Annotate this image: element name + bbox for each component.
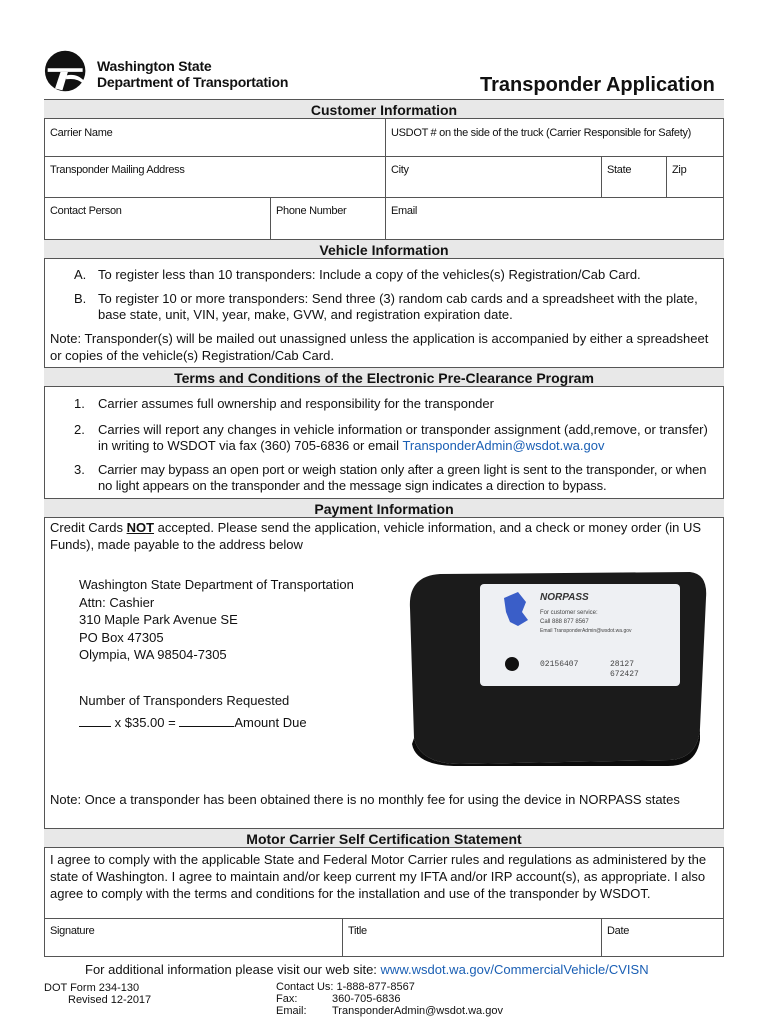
usdot-field[interactable]: USDOT # on the side of the truck (Carrier Responsible for Safety) bbox=[391, 127, 692, 139]
list-marker: B. bbox=[74, 291, 87, 306]
footer-email[interactable]: TransponderAdmin@wsdot.wa.gov bbox=[332, 1005, 503, 1017]
more-info-text: For additional information please visit our web site: bbox=[85, 962, 381, 977]
carrier-name-field[interactable]: Carrier Name bbox=[50, 127, 113, 139]
divider bbox=[666, 156, 667, 197]
num-transponders-label: Number of Transponders Requested bbox=[79, 693, 290, 708]
divider bbox=[385, 119, 386, 239]
device-serial3: 672427 bbox=[610, 670, 639, 679]
device-brand: NORPASS bbox=[540, 592, 589, 603]
page-title: Transponder Application bbox=[480, 74, 715, 96]
website-link[interactable]: www.wsdot.wa.gov/CommercialVehicle/CVISN bbox=[380, 962, 649, 977]
mailing-address-field[interactable]: Transponder Mailing Address bbox=[50, 164, 185, 176]
list-item bbox=[98, 422, 710, 454]
divider bbox=[44, 197, 724, 198]
divider bbox=[44, 918, 724, 919]
payment-intro-not: NOT bbox=[126, 520, 155, 535]
address-line: Attn: Cashier bbox=[79, 594, 155, 610]
mailing-address-block bbox=[79, 576, 354, 664]
contact-phone: Contact Us: 1-888-877-8567 bbox=[276, 981, 415, 993]
divider bbox=[270, 197, 271, 239]
org-name bbox=[97, 58, 288, 90]
price-label: x $35.00 = bbox=[114, 715, 176, 730]
divider bbox=[601, 918, 602, 957]
device-serial2: 28127 bbox=[610, 660, 635, 669]
payment-intro-pre: Credit Cards bbox=[50, 520, 127, 535]
vehicle-note: Note: Transponder(s) will be mailed out unassigned unless the application is accompanied by either a spreadsheet or copies of the vehicle(s) Registration/Cab Card. bbox=[50, 331, 709, 363]
section-payment-heading: Payment Information bbox=[44, 498, 724, 518]
norpass-transponder-image bbox=[400, 568, 710, 766]
section-terms-heading: Terms and Conditions of the Electronic Pre-Clearance Program bbox=[44, 367, 724, 387]
list-marker: 3. bbox=[74, 462, 85, 477]
list-item: To register 10 or more transponders: Send three (3) random cab cards and a spreadsheet with the plate, base state, unit, VIN, year, make, GVW, and registration expiration date. bbox=[98, 291, 698, 322]
section-customer-heading: Customer Information bbox=[44, 99, 724, 119]
email-label: Email: bbox=[276, 1005, 307, 1017]
device-line3: Email TransponderAdmin@wsdot.wa.gov bbox=[540, 628, 632, 634]
more-info-line bbox=[85, 962, 649, 979]
zip-field[interactable]: Zip bbox=[672, 164, 687, 176]
state-field[interactable]: State bbox=[607, 164, 632, 176]
org-line1: Washington State bbox=[97, 58, 212, 74]
amount-due-label: Amount Due bbox=[234, 715, 307, 730]
date-field[interactable]: Date bbox=[607, 925, 630, 937]
divider bbox=[44, 156, 724, 157]
payment-note: Note: Once a transponder has been obtained there is no monthly fee for using the device in NORPASS states bbox=[50, 792, 680, 807]
section-certification-heading: Motor Carrier Self Certification Statement bbox=[44, 828, 724, 848]
wsdot-logo bbox=[44, 46, 90, 96]
list-marker: 2. bbox=[74, 422, 85, 437]
contact-person-field[interactable]: Contact Person bbox=[50, 205, 122, 217]
phone-field[interactable]: Phone Number bbox=[276, 205, 347, 217]
list-item: Carrier may bypass an open port or weigh station only after a green light is sent to the transponder, or when no light appears on the transponder and the message sign indicates a direction to bypass. bbox=[98, 462, 707, 493]
payment-intro-post: accepted. Please send the application, vehicle information, and a check or money order (in US Funds), made payable to the address below bbox=[50, 520, 702, 552]
device-line2: Call 888 877 8567 bbox=[540, 619, 589, 625]
signature-field[interactable]: Signature bbox=[50, 925, 95, 937]
divider bbox=[601, 156, 602, 197]
address-line: PO Box 47305 bbox=[79, 629, 164, 645]
device-serial1: 02156407 bbox=[540, 660, 579, 669]
form-number: DOT Form 234-130 bbox=[44, 982, 140, 994]
revised-date: Revised 12-2017 bbox=[68, 994, 152, 1006]
address-line: Washington State Department of Transportation bbox=[79, 577, 354, 592]
device-line1: For customer service: bbox=[540, 610, 598, 616]
certification-text: I agree to comply with the applicable State and Federal Motor Carrier rules and regulations as administered by the state of Washington. I agree to maintain and/or keep current my IFTA and/or IRP account(s), as appropriate. I also agree to comply with the terms and conditions for the installation and use of the transponder by WSDOT. bbox=[50, 852, 707, 901]
city-field[interactable]: City bbox=[391, 164, 409, 176]
fax-label: Fax: bbox=[276, 993, 298, 1005]
list-item: Carrier assumes full ownership and responsibility for the transponder bbox=[98, 396, 494, 411]
section-vehicle-heading: Vehicle Information bbox=[44, 239, 724, 259]
list-item: To register less than 10 transponders: Include a copy of the vehicles(s) Registration/Cab Card. bbox=[98, 267, 641, 282]
admin-email-link[interactable]: TransponderAdmin@wsdot.wa.gov bbox=[402, 438, 605, 453]
list-marker: 1. bbox=[74, 396, 85, 411]
title-field[interactable]: Title bbox=[348, 925, 367, 937]
address-line: 310 Maple Park Avenue SE bbox=[79, 612, 238, 627]
quantity-input[interactable] bbox=[79, 716, 111, 727]
status-light-icon bbox=[505, 657, 519, 671]
payment-intro bbox=[50, 520, 715, 553]
org-line2: Department of Transportation bbox=[97, 74, 289, 90]
address-line: Olympia, WA 98504-7305 bbox=[79, 647, 227, 662]
fax-number: 360-705-6836 bbox=[332, 993, 401, 1005]
email-field[interactable]: Email bbox=[391, 205, 418, 217]
list-item-text: Carries will report any changes in vehicle information or transponder assignment (add,remove, or transfer) in writing to WSDOT via fax (360) 705-6836 or email bbox=[98, 422, 708, 453]
amount-line bbox=[79, 715, 307, 732]
amount-input[interactable] bbox=[179, 716, 234, 727]
list-marker: A. bbox=[74, 267, 87, 282]
divider bbox=[342, 918, 343, 957]
